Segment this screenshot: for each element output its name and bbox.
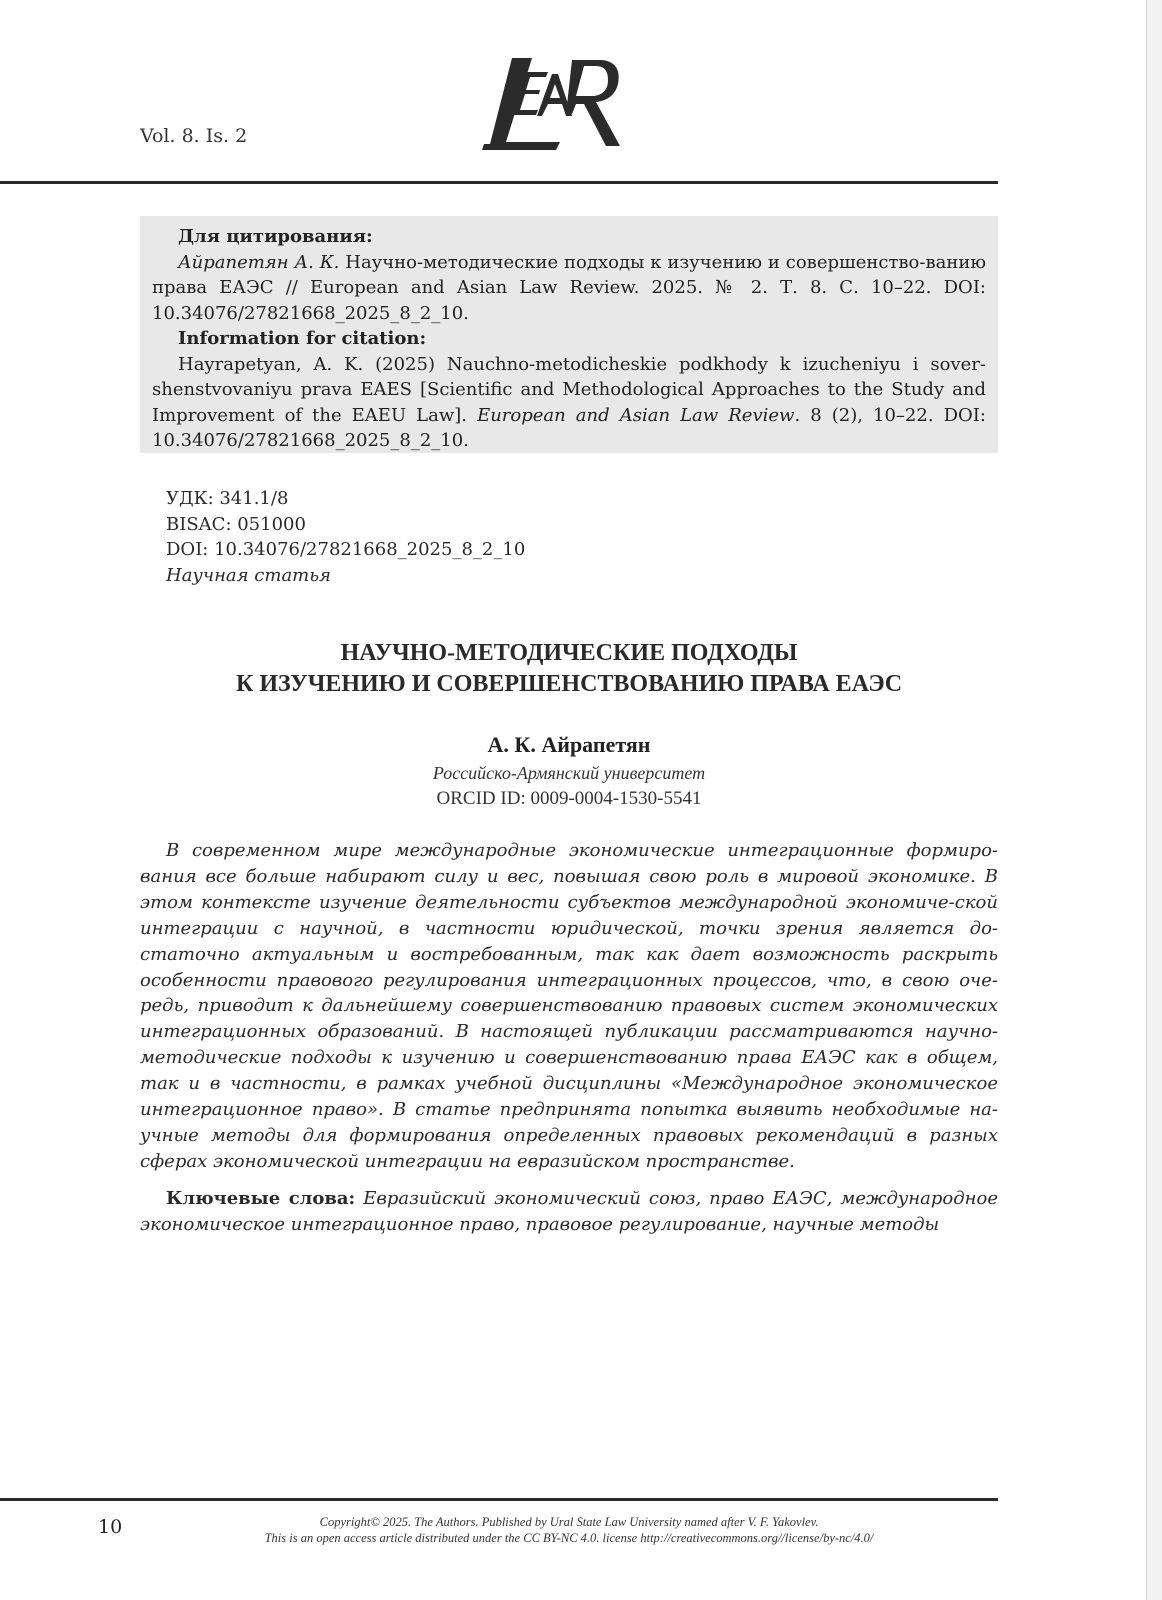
abstract: В современном мире международные экономические интеграционные формиро-вания все больше набирают силу и вес, повышая свою роль в мировой экономике. В этом контексте изучение деятельности субъектов международной экономиче-ской интеграции с научной, в частности юридической, точки зрения является до-статочно актуальным и востребованным, так как дает возможность раскрыть особенности правового регулирования интеграционных процессов, что, в свою оче-редь, приводит к дальнейшему совершенствованию правовых систем экономических интеграционных образований. В настоящей публикации рассматриваются научно-методические подходы к изучению и совершенствованию права ЕАЭС как в общем, так и в частности, в рамках учебной дисциплины «Международное экономическое интеграционное право». В статье предпринята попытка выявить необходимые на-учные методы для формирования определенных правовых рекомендаций в разных сферах экономической интеграции на евразийском пространстве.: [140, 840, 998, 1172]
article-title: [140, 638, 998, 700]
copyright-notice: [140, 1514, 998, 1546]
keywords-list: Евразийский экономический союз, право ЕАЭС, международное экономическое интеграционное право, правовое регулирование, научные методы: [140, 1188, 998, 1235]
page-number: 10: [98, 1516, 123, 1538]
copyright-line-2: This is an open access article distributed under the CC BY-NC 4.0. license http://creativecommons.org//license/by-nc/4.0/: [264, 1531, 874, 1545]
citation-journal-en: European and Asian Law Review: [477, 404, 795, 426]
keywords: [140, 1186, 998, 1238]
udk-code: УДК: 341.1/8: [166, 488, 289, 509]
citation-heading-en: Information for citation:: [178, 328, 427, 349]
citation-text-ru: [152, 250, 986, 327]
citation-heading-ru: Для цитирования:: [178, 226, 373, 247]
citation-body-ru: Научно-методические подходы к изучению и совершенство-ванию права ЕАЭС // European and Asian Law Review. 2025. № 2. Т. 8. С. 10–22. DOI: 10.34076/27821668_2025_8_2_10.: [152, 251, 986, 324]
author-affiliation: Российско-Армянский университет: [432, 763, 706, 783]
bisac-code: BISAC: 051000: [166, 513, 306, 535]
author-name: А. К. Айрапетян: [487, 732, 651, 757]
citation-body-en-1: Hayrapetyan, A. K. (2025) Nauchno-metodicheskie podkhody k izucheniyu i sover-shenstvovaniyu prava EAES [Scientific and Methodological Approaches to the Study and Improvement of the EAEU Law].: [152, 353, 986, 426]
header-divider: [0, 181, 998, 184]
title-line-2: К ИЗУЧЕНИЮ И СОВЕРШЕНСТВОВАНИЮ ПРАВА ЕАЭС: [235, 671, 903, 697]
article-metadata: [166, 486, 525, 588]
citation-body-en-2: . 8 (2), 10–22. DOI: 10.34076/27821668_2025_8_2_10.: [152, 404, 986, 451]
copyright-line-1: Copyright© 2025. The Authors. Published by Ural State Law University named after V. F. Yakovlev.: [319, 1515, 819, 1529]
title-line-1: НАУЧНО-МЕТОДИЧЕСКИЕ ПОДХОДЫ: [340, 640, 798, 666]
author-orcid: ORCID ID: 0009-0004-1530-5541: [436, 788, 702, 809]
doi: DOI: 10.34076/27821668_2025_8_2_10: [166, 539, 526, 560]
footer-divider: [0, 1498, 998, 1501]
keywords-label: Ключевые слова:: [166, 1188, 356, 1209]
volume-issue: Vol. 8. Is. 2: [140, 125, 248, 147]
citation-author-ru: Айрапетян А. К.: [178, 251, 340, 273]
citation-text-en: [152, 352, 986, 454]
article-type: Научная статья: [166, 564, 331, 586]
journal-logo: [460, 50, 630, 155]
citation-box: [140, 216, 998, 453]
